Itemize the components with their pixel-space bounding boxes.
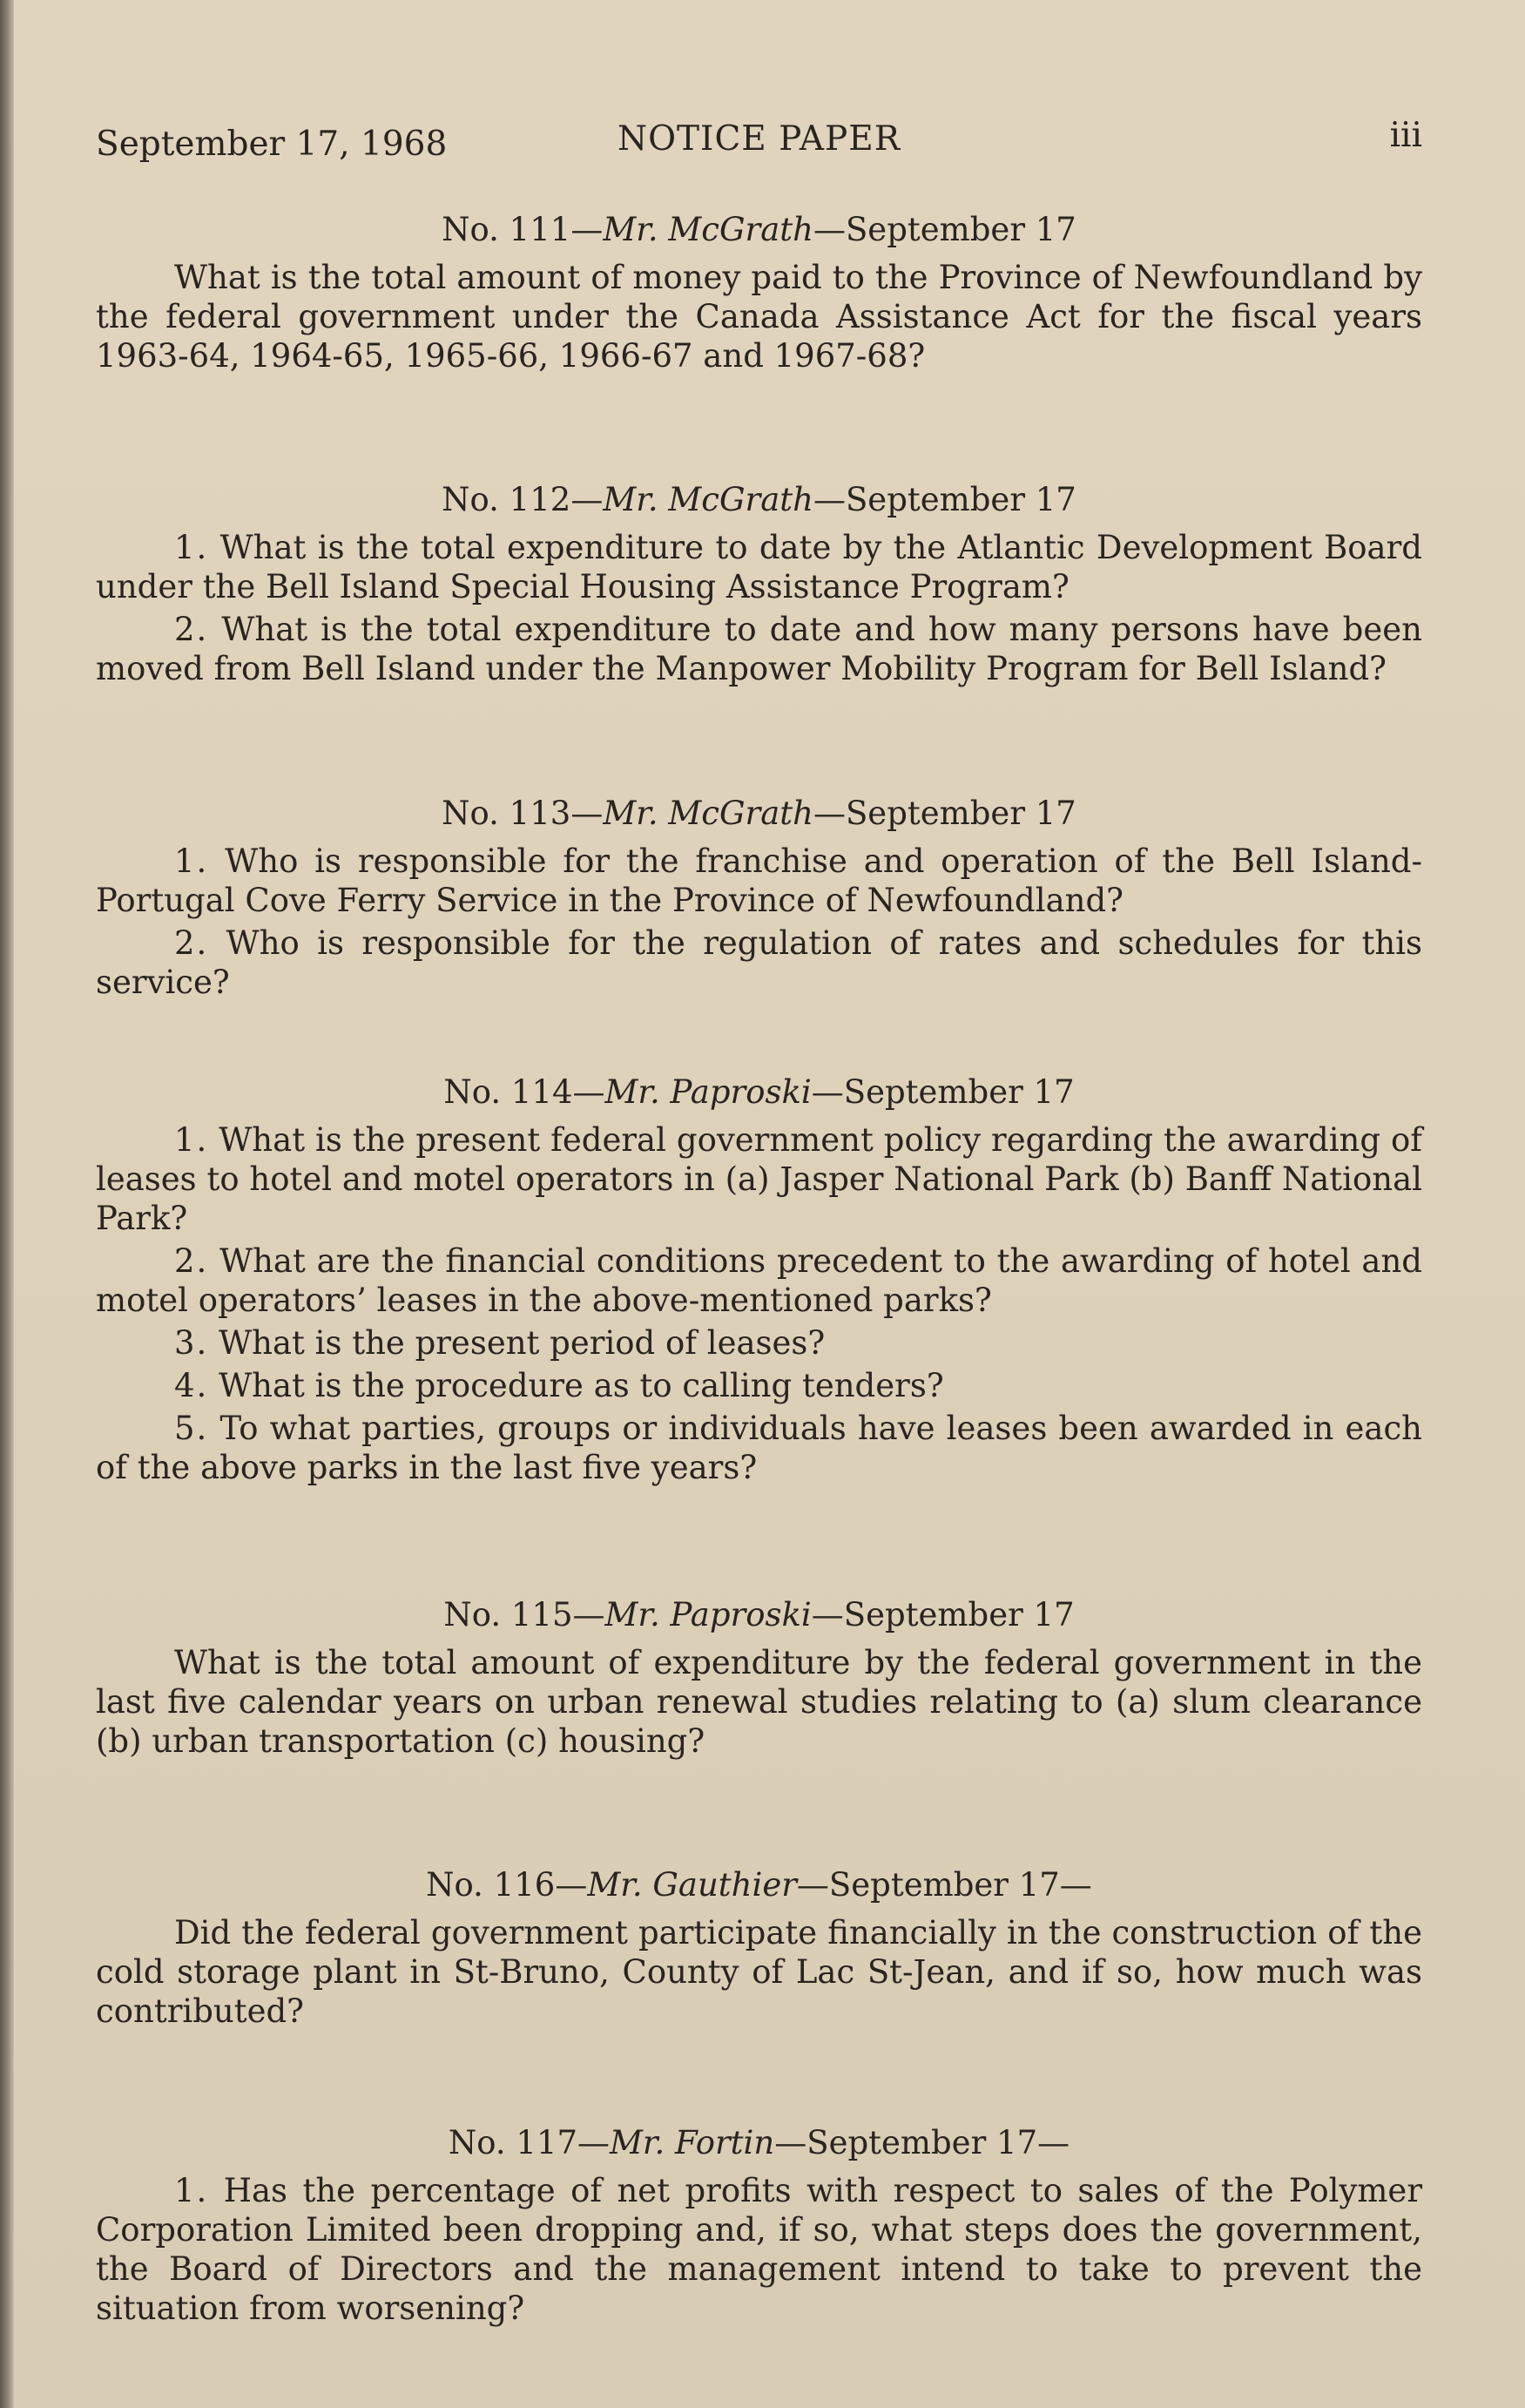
paragraph-number: 4. [174,1367,209,1404]
question-paragraph [96,1409,1422,1487]
question-text: What is the present federal government policy regarding the awarding of leases to hotel and motel operators in (a) Jasper National Park (b) Banff National Park? [96,1121,1423,1237]
question-paragraph [96,1241,1422,1320]
question-paragraph [96,258,1422,375]
question-117 [96,2122,1422,2331]
header-page-number: iii [1389,116,1422,155]
paragraph-number: 5. [174,1410,209,1447]
question-number: No. 111 [442,211,571,248]
question-heading: No. 113—Mr. McGrath—September 17 [442,795,1076,832]
question-heading: No. 115—Mr. Paproski—September 17 [443,1596,1075,1634]
question-member: Mr. Paproski [604,1596,812,1634]
header-date: September 17, 1968 [96,125,448,164]
question-text: What is the total amount of money paid to the Province of Newfoundland by the federal government under the Canada Assistance Act for the fiscal years 1963-64, 1964-65, 1965-66, 1966-67 and 1967-68? [96,259,1422,375]
question-member: Mr. Gauthier [587,1866,797,1904]
question-date: September 17 [845,211,1076,248]
question-115 [96,1594,1422,1764]
question-text: What is the procedure as to calling tenders? [219,1367,944,1404]
question-paragraph [96,2171,1422,2328]
question-text: What is the total expenditure to date and how many persons have been moved from Bell Island under the Manpower Mobility Program for Bell Island? [96,611,1422,687]
question-text: Has the percentage of net profits with respect to sales of the Polymer Corporation Limited been dropping and, if so, what steps does the government, the Board of Directors and the management intend to take to prevent the situation from worsening? [96,2172,1423,2327]
question-text: What is the total amount of expenditure by the federal government in the last five calendar years on urban renewal studies relating to (a) slum clearance (b) urban transportation (c) housing? [96,1644,1422,1760]
question-member: Mr. McGrath [603,481,813,518]
paragraph-number: 1. [174,2172,209,2209]
page-header [96,113,1422,166]
paragraph-number: 2. [174,611,209,648]
question-date: September 17— [806,2124,1070,2161]
question-number: No. 114 [443,1073,573,1111]
question-paragraph [96,528,1422,606]
question-number: No. 116 [426,1866,556,1904]
paragraph-number: 1. [174,842,209,880]
paragraph-number: 2. [174,924,209,962]
page-binding-edge [0,0,14,2408]
question-member: Mr. Paproski [604,1073,812,1111]
question-date: September 17 [843,1073,1075,1111]
question-paragraph [96,1643,1422,1761]
question-text: What are the financial conditions precedent to the awarding of hotel and motel operators’ leases in the above-mentioned parks? [96,1242,1422,1319]
paragraph-number: 2. [174,1242,209,1280]
question-text: What is the present period of leases? [219,1324,826,1362]
question-113 [96,793,1422,1005]
question-date: September 17 [845,481,1076,518]
question-text: To what parties, groups or individuals have leases been awarded in each of the above parks in the last five years? [96,1410,1422,1486]
question-heading: No. 117—Mr. Fortin—September 17— [448,2124,1070,2161]
question-member: Mr. McGrath [603,211,813,248]
question-paragraph [96,1366,1422,1405]
question-paragraph [96,1323,1422,1363]
question-member: Mr. McGrath [603,795,813,832]
question-paragraph [96,610,1422,688]
paragraph-number: 1. [174,529,209,566]
question-number: No. 117 [448,2124,578,2161]
question-116 [96,1864,1422,2034]
question-text: Who is responsible for the regulation of rates and schedules for this service? [96,924,1422,1001]
question-paragraph [96,923,1422,1002]
question-paragraph [96,1913,1422,2031]
question-text: Who is responsible for the franchise and operation of the Bell Island-Portugal Cove Ferry Service in the Province of Newfoundland? [96,842,1422,919]
paragraph-number: 3. [174,1324,209,1362]
question-text: What is the total expenditure to date by the Atlantic Development Board under the Bell Island Special Housing Assistance Program? [96,529,1422,605]
paragraph-number: 1. [174,1121,209,1159]
question-date: September 17 [845,795,1076,832]
question-date: September 17 [843,1596,1075,1634]
question-number: No. 112 [442,481,571,518]
question-heading: No. 114—Mr. Paproski—September 17 [443,1073,1075,1111]
question-112 [96,479,1422,692]
header-title: NOTICE PAPER [617,119,901,159]
question-text: Did the federal government participate financially in the construction of the cold storage plant in St-Bruno, County of Lac St-Jean, and if so, how much was contributed? [96,1914,1422,2030]
question-member: Mr. Fortin [610,2124,775,2161]
question-111 [96,209,1422,379]
question-heading: No. 111—Mr. McGrath—September 17 [442,211,1076,248]
question-number: No. 115 [443,1596,573,1634]
question-date: September 17— [828,1866,1092,1904]
question-number: No. 113 [442,795,571,832]
question-heading: No. 112—Mr. McGrath—September 17 [442,481,1076,518]
question-paragraph [96,842,1422,920]
question-heading: No. 116—Mr. Gauthier—September 17— [426,1866,1092,1904]
question-114 [96,1072,1422,1491]
question-paragraph [96,1120,1422,1238]
